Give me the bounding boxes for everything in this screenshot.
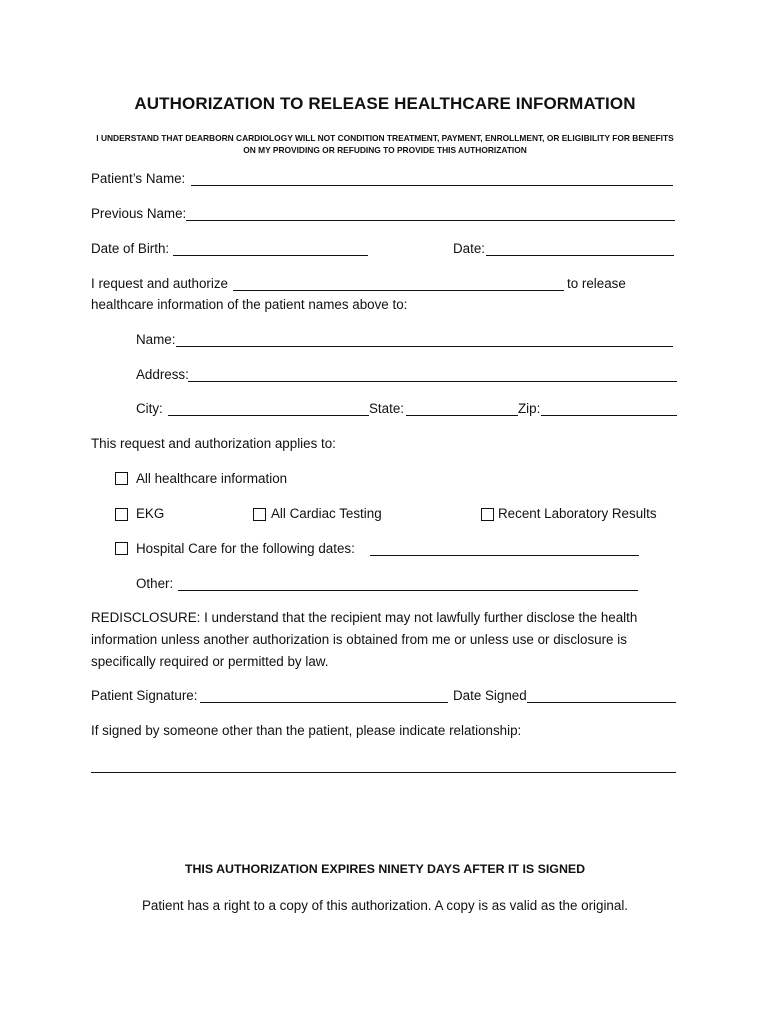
dob-label: Date of Birth: bbox=[91, 241, 170, 256]
recipient-name-field[interactable] bbox=[176, 346, 673, 347]
request-prefix: I request and authorize bbox=[91, 276, 228, 291]
cardiac-label: All Cardiac Testing bbox=[271, 506, 382, 521]
city-field[interactable] bbox=[168, 415, 369, 416]
form-title: AUTHORIZATION TO RELEASE HEALTHCARE INFORMATION bbox=[134, 94, 636, 113]
date-label: Date: bbox=[453, 241, 486, 256]
all-info-label: All healthcare information bbox=[136, 471, 288, 486]
zip-field[interactable] bbox=[541, 415, 677, 416]
signature-label: Patient Signature: bbox=[91, 688, 198, 703]
cardiac-checkbox[interactable] bbox=[253, 508, 266, 521]
hospital-label: Hospital Care for the following dates: bbox=[136, 541, 355, 556]
disclaimer bbox=[60, 132, 710, 156]
date-signed-label: Date Signed bbox=[453, 688, 527, 703]
previous-name-label: Previous Name: bbox=[91, 206, 187, 221]
city-label: City: bbox=[136, 401, 163, 416]
other-field[interactable] bbox=[178, 590, 638, 591]
recipient-name-label: Name: bbox=[136, 332, 176, 347]
relationship-label: If signed by someone other than the patient, please indicate relationship: bbox=[91, 723, 522, 738]
ekg-checkbox[interactable] bbox=[115, 508, 128, 521]
other-label: Other: bbox=[136, 576, 174, 591]
request-suffix: to release bbox=[567, 276, 626, 291]
signature-field[interactable] bbox=[200, 702, 448, 703]
authorized-party-field[interactable] bbox=[233, 290, 564, 291]
patient-name-label: Patient’s Name: bbox=[91, 171, 186, 186]
patient-name-field[interactable] bbox=[191, 185, 673, 186]
hospital-dates-field[interactable] bbox=[370, 555, 639, 556]
dob-field[interactable] bbox=[173, 255, 368, 256]
date-field[interactable] bbox=[486, 255, 674, 256]
disclaimer-line-2: ON MY PROVIDING OR REFUDING TO PROVIDE THIS AUTHORIZATION bbox=[243, 145, 527, 155]
disclaimer-line-1: I UNDERSTAND THAT DEARBORN CARDIOLOGY WILL NOT CONDITION TREATMENT, PAYMENT, ENROLLMENT, OR ELIGIBILITY FOR BENEFITS bbox=[96, 133, 674, 143]
applies-to-label: This request and authorization applies to: bbox=[91, 436, 336, 451]
request-line-2: healthcare information of the patient names above to: bbox=[91, 297, 408, 312]
redisclosure-text: REDISCLOSURE: I understand that the recipient may not lawfully further disclose the health information unless another authorization is obtained from me or unless use or disclosure is specifically required or permitted by law. bbox=[91, 610, 638, 669]
lab-label: Recent Laboratory Results bbox=[498, 506, 657, 521]
relationship-field[interactable] bbox=[91, 772, 676, 773]
expiration-notice: THIS AUTHORIZATION EXPIRES NINETY DAYS AFTER IT IS SIGNED bbox=[184, 862, 586, 876]
ekg-label: EKG bbox=[136, 506, 165, 521]
state-label: State: bbox=[369, 401, 404, 416]
copy-note: Patient has a right to a copy of this authorization. A copy is as valid as the original. bbox=[141, 898, 629, 913]
lab-checkbox[interactable] bbox=[481, 508, 494, 521]
state-field[interactable] bbox=[406, 415, 518, 416]
recipient-address-label: Address: bbox=[136, 367, 189, 382]
previous-name-field[interactable] bbox=[186, 220, 675, 221]
all-info-checkbox[interactable] bbox=[115, 472, 128, 485]
hospital-checkbox[interactable] bbox=[115, 542, 128, 555]
date-signed-field[interactable] bbox=[527, 702, 676, 703]
recipient-address-field[interactable] bbox=[188, 381, 677, 382]
zip-label: Zip: bbox=[518, 401, 541, 416]
